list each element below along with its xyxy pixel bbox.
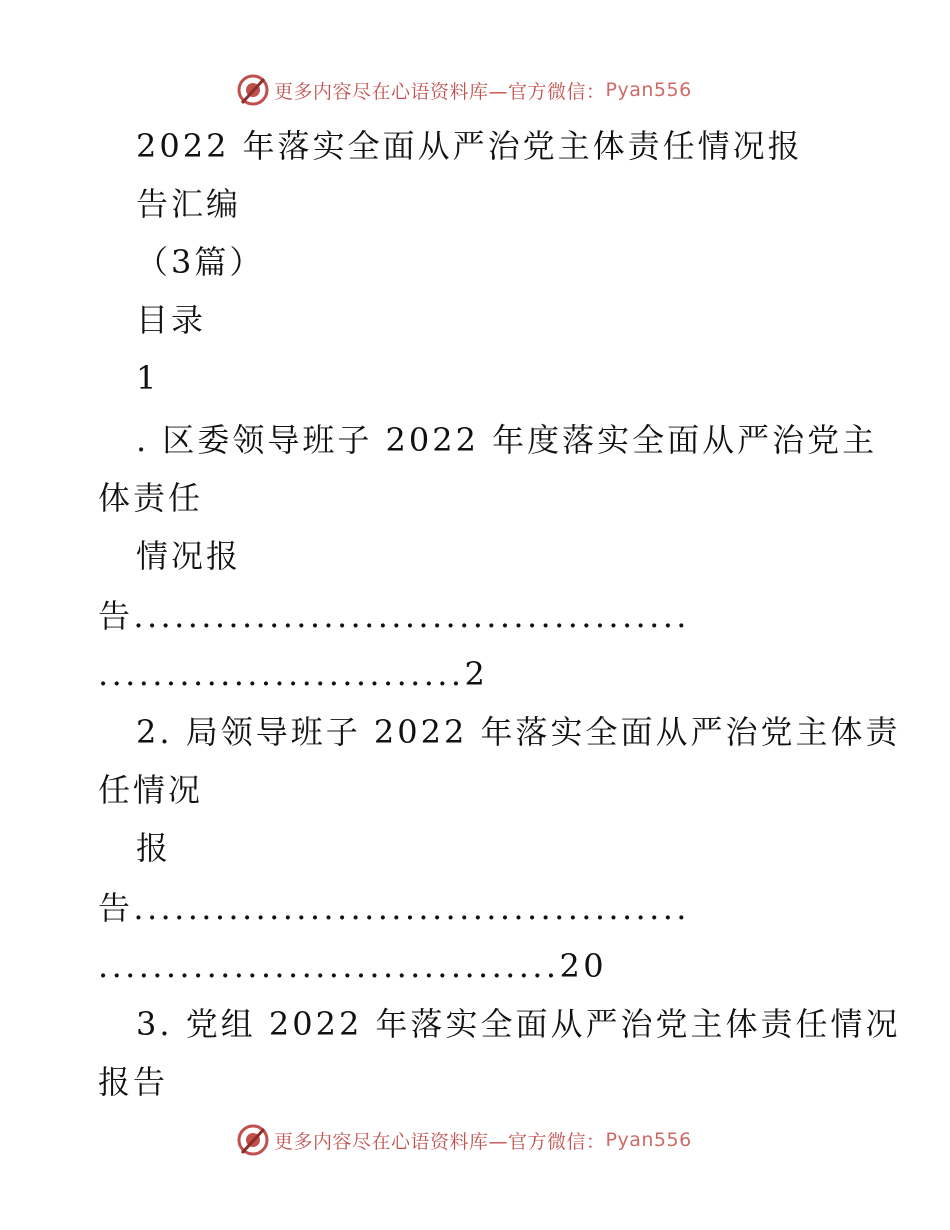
toc-item-2-page-number: ..................................20 [98, 947, 607, 985]
toc-item-2-line-2: 任情况 [98, 771, 204, 809]
watermark-wechat-id: Pyan556 [605, 79, 692, 101]
watermark-wechat-id: Pyan556 [605, 1129, 692, 1151]
pen-seal-logo-icon [236, 1123, 270, 1157]
toc-item-1-line-1: . 区委领导班子 2022 年度落实全面从严治党主 [136, 421, 878, 459]
footer-watermark [236, 1120, 692, 1160]
toc-item-1-page-number: ...........................2 [98, 655, 489, 693]
pen-seal-logo-icon [236, 73, 270, 107]
toc-item-1-leader-dots: 告......................................... [98, 597, 690, 635]
toc-item-2-leader-dots: 告......................................... [98, 889, 690, 927]
toc-heading: 目录 [136, 301, 207, 339]
watermark-text: 更多内容尽在心语资料库—官方微信： [274, 80, 606, 103]
toc-item-2-line-1: 2. 局领导班子 2022 年落实全面从严治党主体责 [136, 713, 901, 751]
header-watermark [236, 70, 692, 110]
document-title-line-1: 2022 年落实全面从严治党主体责任情况报 [136, 127, 803, 165]
toc-item-3-line-2: 报告 [98, 1063, 169, 1101]
toc-item-1-line-3: 情况报 [136, 537, 242, 575]
toc-item-1-line-2: 体责任 [98, 479, 204, 517]
document-subtitle: （3篇） [136, 243, 265, 281]
document-title-line-2: 告汇编 [136, 185, 242, 223]
toc-number: 1 [136, 359, 160, 397]
watermark-text: 更多内容尽在心语资料库—官方微信： [274, 1130, 606, 1153]
toc-item-2-line-3: 报 [136, 829, 172, 867]
toc-item-3-line-1: 3. 党组 2022 年落实全面从严治党主体责任情况 [136, 1005, 901, 1043]
